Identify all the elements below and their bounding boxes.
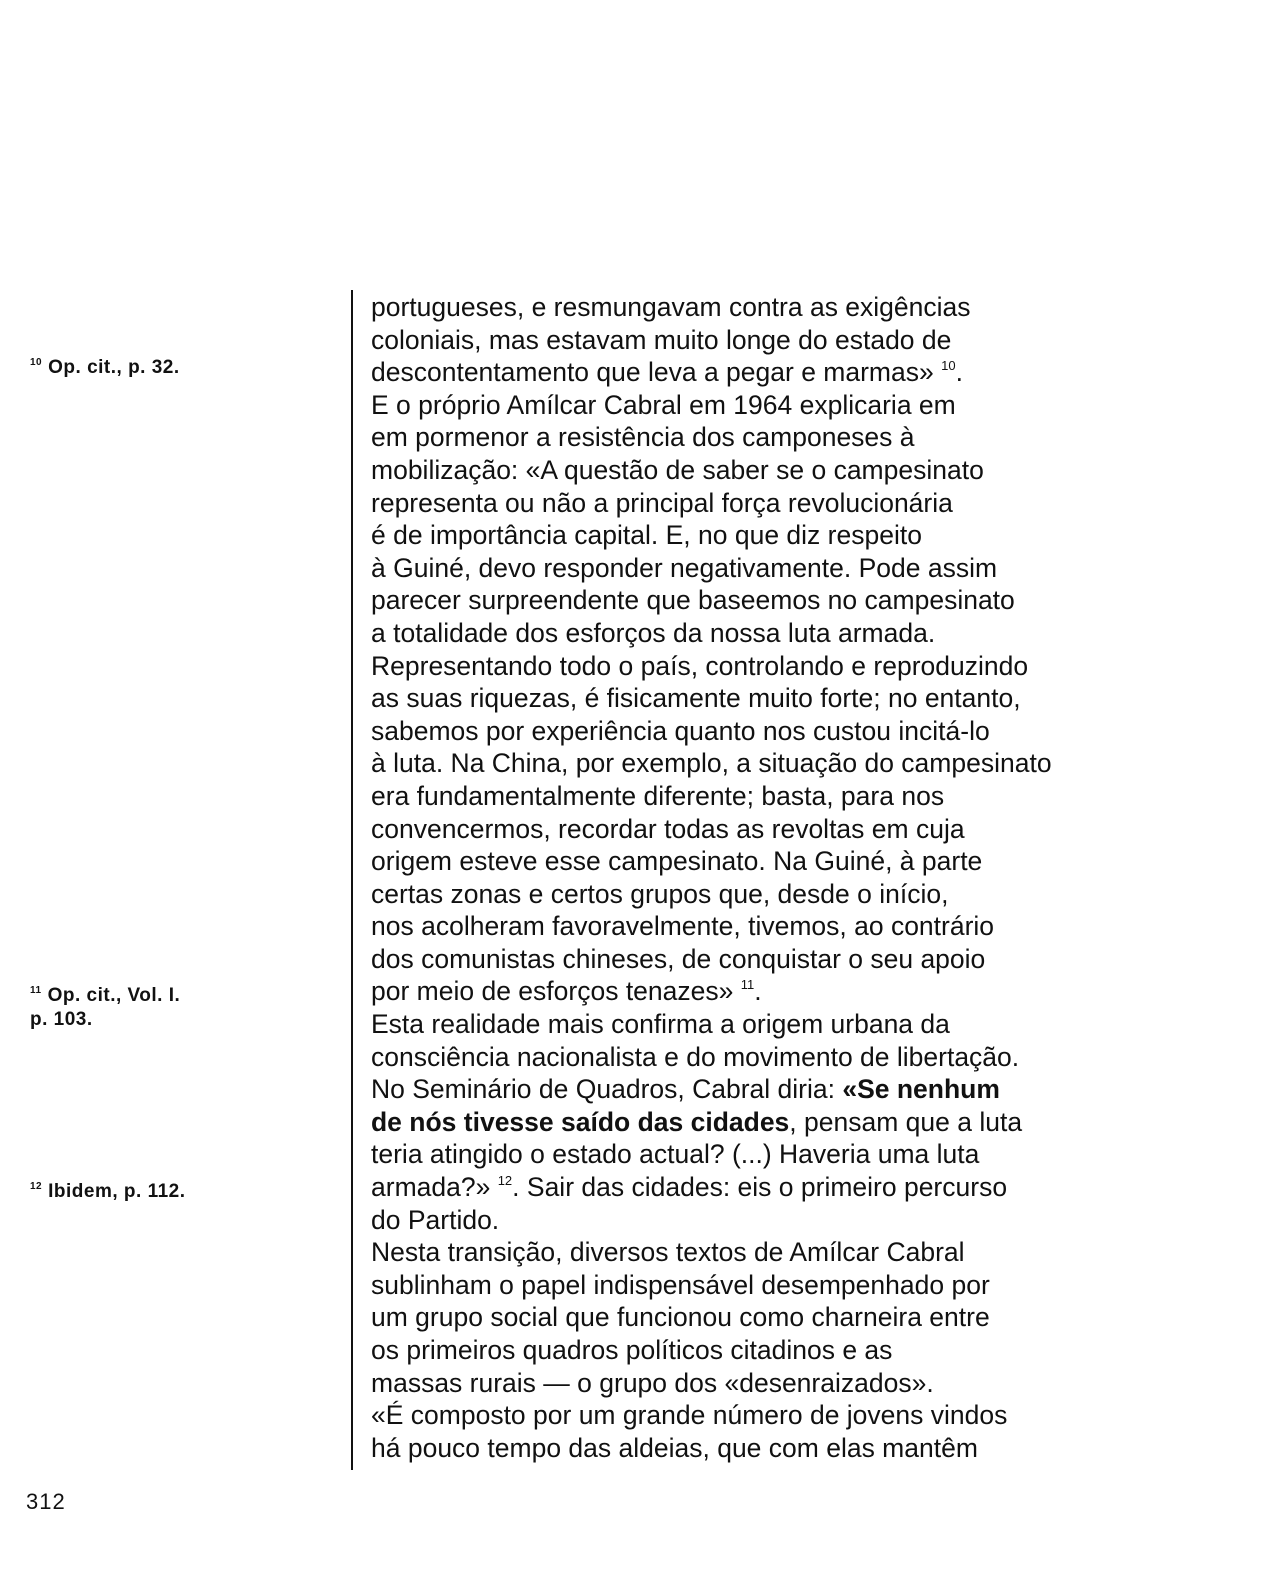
footnote-ref-10: 10 <box>941 358 956 374</box>
text-line: do Partido. <box>371 1204 500 1235</box>
text-line: massas rurais — o grupo dos «desenraizados». <box>371 1367 934 1398</box>
text-line: consciência nacionalista e do movimento de libertação. <box>371 1041 1020 1072</box>
text-line: origem esteve esse campesinato. Na Guiné, à parte <box>371 846 983 877</box>
side-note-text: Op. cit., Vol. I. <box>47 985 181 1006</box>
margin-rule <box>351 290 353 1470</box>
side-note-text-continued: p. 103. <box>30 1009 93 1030</box>
bold-quote: «Se nenhum <box>842 1074 1000 1105</box>
side-note-12 <box>30 1180 186 1204</box>
side-note-number: 10 <box>30 357 43 368</box>
text-line: há pouco tempo das aldeias, que com elas mantêm <box>371 1432 978 1463</box>
text-line: mobilização: «A questão de saber se o campesinato <box>371 454 984 485</box>
body-text <box>371 291 1211 1464</box>
text-line: em pormenor a resistência dos camponeses à <box>371 422 915 453</box>
text-line: à luta. Na China, por exemplo, a situação do campesinato <box>371 748 1052 779</box>
text-line: Esta realidade mais confirma a origem urbana da <box>371 1009 950 1040</box>
text-line: Nesta transição, diversos textos de Amílcar Cabral <box>371 1237 965 1268</box>
side-note-number: 12 <box>30 1181 43 1192</box>
side-note-11 <box>30 984 180 1032</box>
text-line: portugueses, e resmungavam contra as exigências <box>371 292 971 322</box>
text-line: armada?» $^{12}$. Sair das cidades: eis o primeiro percurso <box>371 1172 1008 1203</box>
text-line: por meio de esforços tenazes» $^{11}$. <box>371 976 762 1007</box>
text-line: sabemos por experiência quanto nos custou incitá-lo <box>371 715 990 746</box>
text-line: descontentamento que leva a pegar e marmas» $^{10}$. <box>371 357 963 388</box>
text-line: a totalidade dos esforços da nossa luta armada. <box>371 617 936 648</box>
text-line: representa ou não a principal força revolucionária <box>371 487 953 518</box>
text-line: convencermos, recordar todas as revoltas em cuja <box>371 813 965 844</box>
text-line: dos comunistas chineses, de conquistar o seu apoio <box>371 943 986 974</box>
text-line: à Guiné, devo responder negativamente. Pode assim <box>371 552 998 583</box>
text-line: certas zonas e certos grupos que, desde o início, <box>371 878 949 909</box>
text-line: Representando todo o país, controlando e reproduzindo <box>371 650 1029 681</box>
text-line: sublinham o papel indispensável desempenhado por <box>371 1269 990 1300</box>
text-line: «É composto por um grande número de jovens vindos <box>371 1400 1008 1431</box>
text-line: os primeiros quadros políticos citadinos e as <box>371 1335 893 1365</box>
side-note-number: 11 <box>30 985 42 996</box>
page-number: 312 <box>26 1489 66 1514</box>
side-note-text: Op. cit., p. 32. <box>48 357 180 378</box>
text-line: um grupo social que funcionou como charneira entre <box>371 1302 990 1333</box>
text-line: No Seminário de Quadros, Cabral diria: «Se nenhum <box>371 1074 1000 1105</box>
text-line: E o próprio Amílcar Cabral em 1964 explicaria em <box>371 389 956 420</box>
side-note-text: Ibidem, p. 112. <box>48 1181 186 1202</box>
footnote-ref-11: 11 <box>740 977 755 993</box>
text-line: parecer surpreendente que baseemos no campesinato <box>371 585 1015 616</box>
text-line: coloniais, mas estavam muito longe do estado de <box>371 324 952 355</box>
text-line: é de importância capital. E, no que diz respeito <box>371 520 922 551</box>
text-line: teria atingido o estado actual? (...) Haveria uma luta <box>371 1139 980 1170</box>
text-line: nos acolheram favoravelmente, tivemos, ao contrário <box>371 911 995 942</box>
text-line: era fundamentalmente diferente; basta, para nos <box>371 780 945 811</box>
text-line: as suas riquezas, é fisicamente muito forte; no entanto, <box>371 683 1021 714</box>
footnote-ref-12: 12 <box>497 1173 513 1189</box>
side-note-10 <box>30 356 180 380</box>
bold-quote: de nós tivesse saído das cidades <box>371 1106 790 1137</box>
text-line: de nós tivesse saído das cidades, pensam que a luta <box>371 1106 1023 1137</box>
